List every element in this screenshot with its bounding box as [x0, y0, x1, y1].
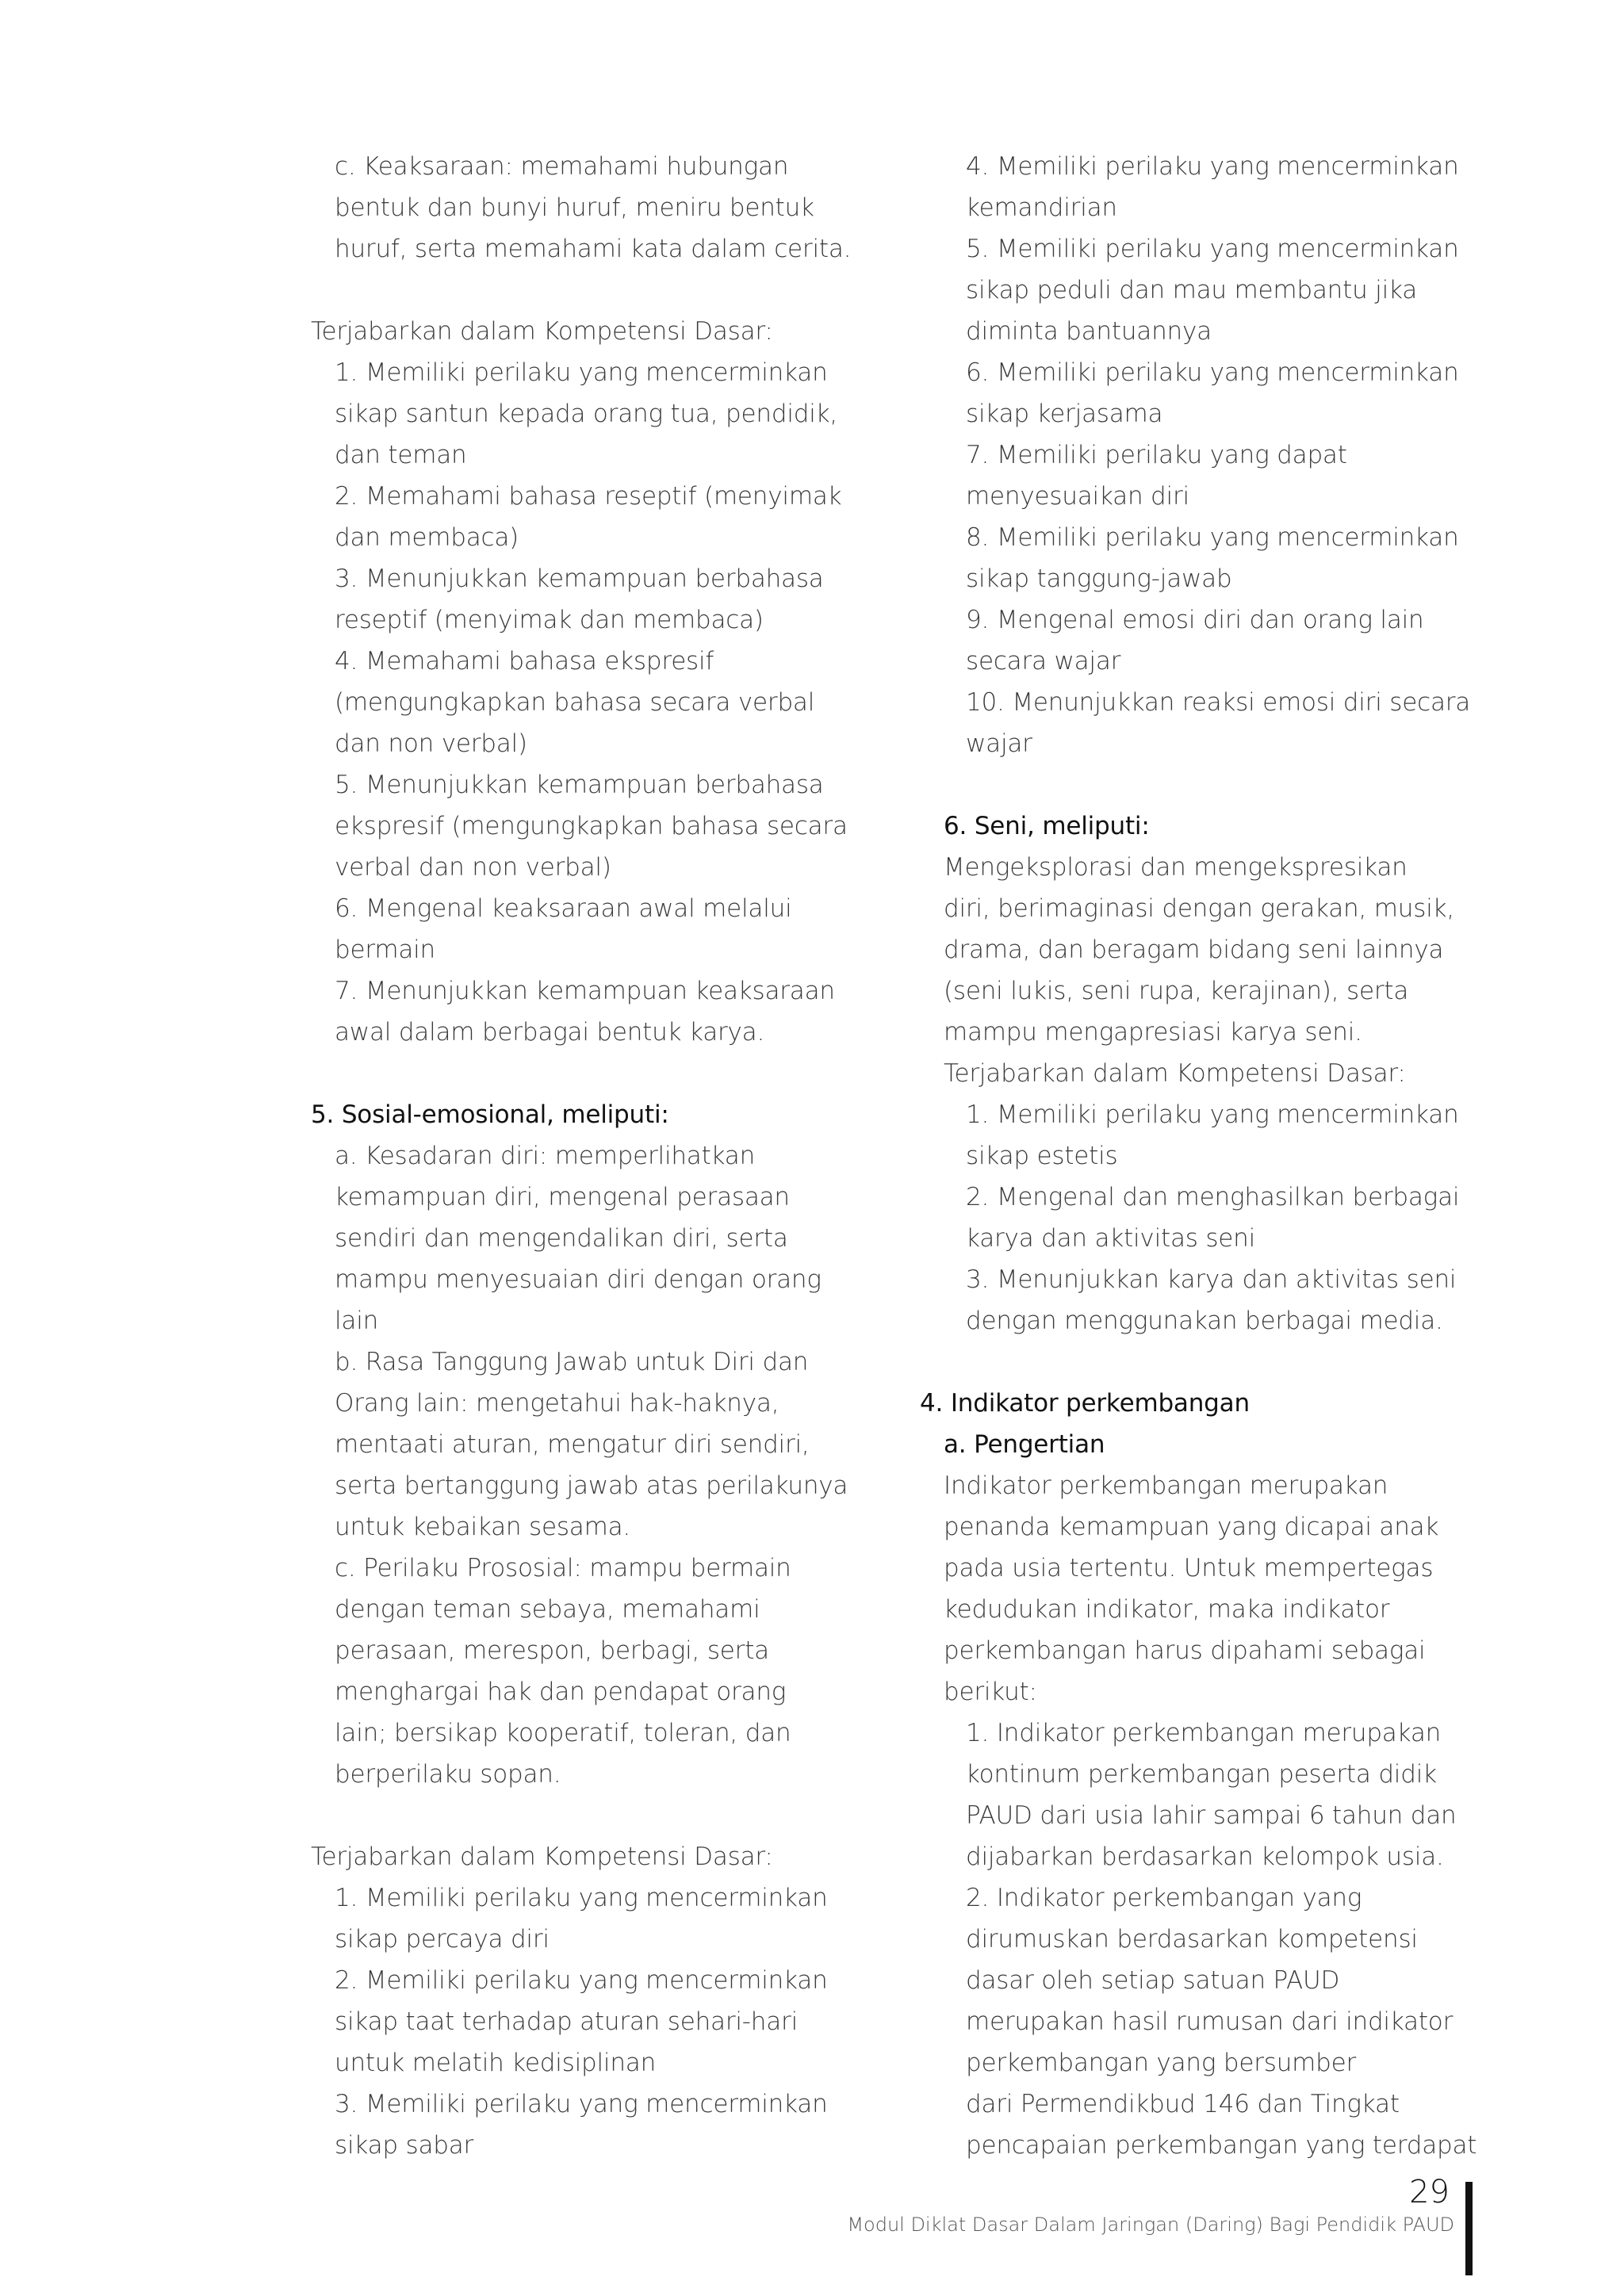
text-line: sikap tanggung-jawab — [966, 564, 1232, 593]
text-line: c. Perilaku Prososial: mampu bermain — [335, 1554, 791, 1582]
text-line: 1. Memiliki perilaku yang mencerminkan — [335, 358, 828, 387]
text-line: 2. Memahami bahasa reseptif (menyimak — [335, 482, 842, 511]
text-line: dengan teman sebaya, memahami — [335, 1595, 760, 1624]
footer-bar — [1465, 2182, 1473, 2275]
text-line: 2. Indikator perkembangan yang — [966, 1884, 1362, 1912]
section-heading: 4. Indikator perkembangan — [920, 1389, 1250, 1418]
text-line: kedudukan indikator, maka indikator — [944, 1595, 1390, 1624]
text-line: 1. Memiliki perilaku yang mencerminkan — [966, 1100, 1459, 1129]
text-line: c. Keaksaraan: memahami hubungan — [335, 152, 789, 181]
paragraph-gap — [920, 764, 1491, 806]
text-line: sikap kerjasama — [966, 400, 1163, 428]
text-line: Orang lain: mengetahui hak-haknya, — [335, 1389, 779, 1418]
section-heading: 5. Sosial-emosional, meliputi: — [311, 1100, 669, 1129]
section-heading: a. Pengertian — [944, 1430, 1105, 1459]
paragraph-gap — [920, 1341, 1491, 1383]
text-line: pencapaian perkembangan yang terdapat — [966, 2131, 1477, 2160]
text-line: dan teman — [335, 441, 467, 469]
text-line: 6. Memiliki perilaku yang mencerminkan — [966, 358, 1459, 387]
text-line: sikap taat terhadap aturan sehari-hari — [335, 2007, 798, 2036]
text-line: 3. Menunjukkan karya dan aktivitas seni — [966, 1265, 1457, 1294]
text-line: kemampuan diri, mengenal perasaan — [335, 1183, 790, 1211]
text-line: mampu menyesuaian diri dengan orang — [335, 1265, 822, 1294]
text-line: 5. Memiliki perilaku yang mencerminkan — [966, 235, 1459, 263]
text-line: 5. Menunjukkan kemampuan berbahasa — [335, 771, 824, 799]
text-line: lain — [335, 1307, 379, 1335]
text-line: pada usia tertentu. Untuk mempertegas — [944, 1554, 1434, 1582]
text-line: verbal dan non verbal) — [335, 853, 611, 882]
text-line: huruf, serta memahami kata dalam cerita. — [335, 235, 852, 263]
text-line: 7. Memiliki perilaku yang dapat — [966, 441, 1347, 469]
text-line: Indikator perkembangan merupakan — [944, 1471, 1388, 1500]
text-line: serta bertanggung jawab atas perilakunya — [335, 1471, 848, 1500]
text-line: untuk melatih kedisiplinan — [335, 2049, 657, 2077]
text-line: kontinum perkembangan peserta didik — [966, 1760, 1437, 1789]
text-line: drama, dan beragam bidang seni lainnya — [944, 936, 1444, 964]
text-line: mampu mengapresiasi karya seni. — [944, 1018, 1362, 1047]
text-line: 8. Memiliki perilaku yang mencerminkan — [966, 523, 1459, 552]
text-line: kemandirian — [966, 193, 1117, 222]
text-line: menyesuaikan diri — [966, 482, 1189, 511]
text-line: 4. Memiliki perilaku yang mencerminkan — [966, 152, 1459, 181]
text-line: 4. Memahami bahasa ekspresif — [335, 647, 714, 675]
text-line: karya dan aktivitas seni — [966, 1224, 1256, 1253]
text-line: sendiri dan mengendalikan diri, serta — [335, 1224, 788, 1253]
text-line: berperilaku sopan. — [335, 1760, 561, 1789]
text-line: a. Kesadaran diri: memperlihatkan — [335, 1142, 756, 1170]
text-line: 2. Memiliki perilaku yang mencerminkan — [335, 1966, 828, 1995]
text-line: 3. Menunjukkan kemampuan berbahasa — [335, 564, 824, 593]
text-line: Terjabarkan dalam Kompetensi Dasar: — [311, 317, 773, 346]
text-line: 3. Memiliki perilaku yang mencerminkan — [335, 2090, 828, 2118]
text-line: Mengeksplorasi dan mengekspresikan — [944, 853, 1408, 882]
text-line: sikap peduli dan mau membantu jika — [966, 276, 1418, 304]
text-line: merupakan hasil rumusan dari indikator — [966, 2007, 1454, 2036]
text-line: ekspresif (mengungkapkan bahasa secara — [335, 812, 848, 840]
left-column — [311, 146, 850, 2166]
text-line: dan membaca) — [335, 523, 519, 552]
text-line: perasaan, merespon, berbagi, serta — [335, 1636, 769, 1665]
text-line: reseptif (menyimak dan membaca) — [335, 606, 764, 634]
text-line: perkembangan yang bersumber — [966, 2049, 1357, 2077]
text-line: diri, berimaginasi dengan gerakan, musik, — [944, 894, 1455, 923]
text-line: sikap santun kepada orang tua, pendidik, — [335, 400, 838, 428]
text-line: menghargai hak dan pendapat orang — [335, 1678, 787, 1706]
text-line: 9. Mengenal emosi diri dan orang lain — [966, 606, 1424, 634]
text-line: 10. Menunjukkan reaksi emosi diri secara — [966, 688, 1471, 717]
text-line: Terjabarkan dalam Kompetensi Dasar: — [311, 1843, 773, 1871]
text-line: sikap estetis — [966, 1142, 1118, 1170]
text-line: sikap percaya diri — [335, 1925, 550, 1954]
right-column — [920, 146, 1491, 2166]
text-line: lain; bersikap kooperatif, toleran, dan — [335, 1719, 791, 1747]
text-line: (seni lukis, seni rupa, kerajinan), serta — [944, 977, 1409, 1005]
text-line: Terjabarkan dalam Kompetensi Dasar: — [944, 1059, 1406, 1088]
text-line: untuk kebaikan sesama. — [335, 1513, 631, 1541]
text-line: 1. Indikator perkembangan merupakan — [966, 1719, 1442, 1747]
text-line: 1. Memiliki perilaku yang mencerminkan — [335, 1884, 828, 1912]
text-line: 7. Menunjukkan kemampuan keaksaraan — [335, 977, 835, 1005]
text-line: dari Permendikbud 146 dan Tingkat — [966, 2090, 1400, 2118]
text-line: penanda kemampuan yang dicapai anak — [944, 1513, 1439, 1541]
text-line: 2. Mengenal dan menghasilkan berbagai — [966, 1183, 1460, 1211]
text-line: secara wajar — [966, 647, 1121, 675]
text-line: perkembangan harus dipahami sebagai — [944, 1636, 1426, 1665]
page-number: 29 — [1409, 2174, 1450, 2210]
paragraph-gap — [311, 1053, 850, 1094]
text-line: wajar — [966, 729, 1032, 758]
text-line: dengan menggunakan berbagai media. — [966, 1307, 1443, 1335]
text-line: mentaati aturan, mengatur diri sendiri, — [335, 1430, 810, 1459]
text-line: dijabarkan berdasarkan kelompok usia. — [966, 1843, 1444, 1871]
footer-text: Modul Diklat Dasar Dalam Jaringan (Daring) Bagi Pendidik PAUD — [847, 2214, 1454, 2236]
text-line: awal dalam berbagai bentuk karya. — [335, 1018, 765, 1047]
text-line: dasar oleh setiap satuan PAUD — [966, 1966, 1340, 1995]
text-line: sikap sabar — [335, 2131, 474, 2160]
text-line: (mengungkapkan bahasa secara verbal — [335, 688, 815, 717]
text-line: dirumuskan berdasarkan kompetensi — [966, 1925, 1418, 1954]
text-line: bentuk dan bunyi huruf, meniru bentuk — [335, 193, 814, 222]
text-line: 6. Mengenal keaksaraan awal melalui — [335, 894, 792, 923]
text-line: dan non verbal) — [335, 729, 527, 758]
paragraph-gap — [311, 1795, 850, 1836]
text-line: berikut: — [944, 1678, 1037, 1706]
text-line: diminta bantuannya — [966, 317, 1212, 346]
text-line: b. Rasa Tanggung Jawab untuk Diri dan — [335, 1348, 809, 1376]
paragraph-gap — [311, 270, 850, 311]
text-line: bermain — [335, 936, 436, 964]
section-heading: 6. Seni, meliputi: — [944, 812, 1150, 840]
text-line: PAUD dari usia lahir sampai 6 tahun dan — [966, 1801, 1457, 1830]
